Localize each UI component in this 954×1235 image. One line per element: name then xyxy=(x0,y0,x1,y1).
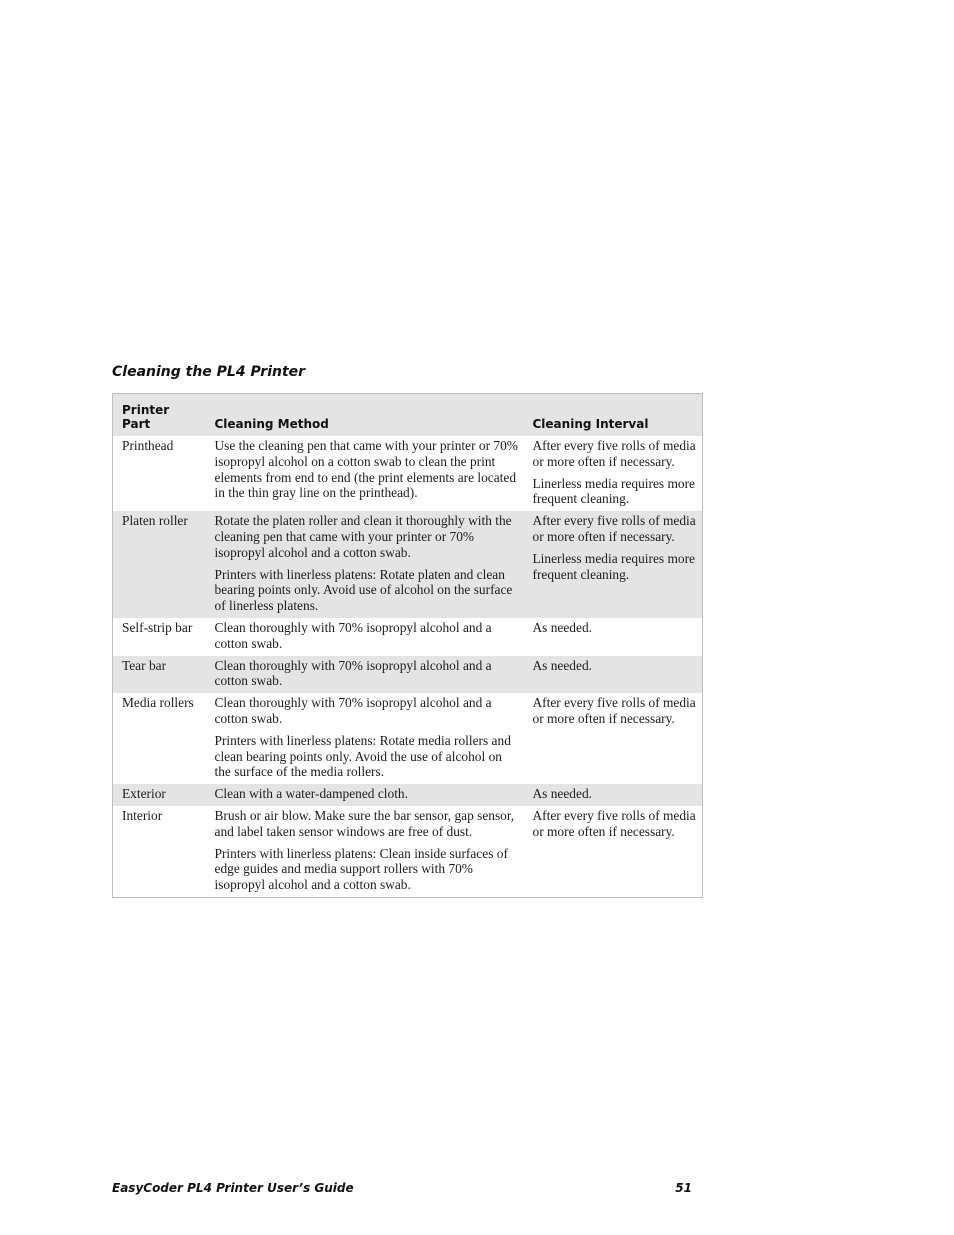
interval-text: As needed. xyxy=(532,619,592,635)
interval-text: After every five rolls of media or more often if necessary. xyxy=(532,438,696,469)
header-cleaning-interval: Cleaning Interval xyxy=(524,394,703,437)
cell-part: Exterior xyxy=(113,784,206,806)
interval-text: Linerless media requires more frequent cleaning. xyxy=(532,550,695,582)
cell-part: Printhead xyxy=(122,438,174,453)
cell-interval xyxy=(524,806,703,897)
interval-text: As needed. xyxy=(532,786,592,802)
interval-text: After every five rolls of media or more often if necessary. xyxy=(532,695,696,726)
header-cleaning-method: Cleaning Method xyxy=(206,394,524,437)
footer-page-number: 51 xyxy=(675,1181,692,1195)
cell-part: Platen roller xyxy=(113,511,206,618)
method-text: Clean with a water-dampened cloth. xyxy=(214,786,408,802)
table-header-row xyxy=(113,394,703,437)
section-title: Cleaning the PL4 Printer xyxy=(112,364,306,380)
cell-part: Tear bar xyxy=(113,656,206,694)
cell-part: Self-strip bar xyxy=(122,619,193,635)
method-text: Printers with linerless platens: Clean inside surfaces of edge guides and media support rollers with 70% isopropyl alcohol and a cotton swab. xyxy=(214,845,508,893)
table-row xyxy=(113,784,703,806)
cell-method xyxy=(206,693,524,784)
method-text: Brush or air blow. Make sure the bar sensor, gap sensor, and label taken sensor windows are free of dust. xyxy=(214,807,515,839)
footer-guide-title: EasyCoder PL4 Printer User’s Guide xyxy=(112,1181,354,1195)
cell-interval xyxy=(524,436,703,511)
method-text: Printers with linerless platens: Rotate media rollers and clean bearing points only. Avoid the use of alcohol on the surface of the media rollers. xyxy=(214,732,511,780)
table-row xyxy=(113,806,703,897)
interval-text: After every five rolls of media or more often if necessary. xyxy=(532,513,696,544)
method-text: Use the cleaning pen that came with your printer or 70% isopropyl alcohol on a cotton swab to clean the print elements from end to end (the print elements are located in the thin gray line on the printhead). xyxy=(214,438,518,501)
method-text: Clean thoroughly with 70% isopropyl alcohol and a cotton swab. xyxy=(214,695,492,726)
cell-interval xyxy=(524,511,703,618)
method-text: Printers with linerless platens: Rotate platen and clean bearing points only. Avoid use of alcohol on the surface of linerless platens. xyxy=(214,566,513,614)
table-row xyxy=(113,656,703,694)
cell-method xyxy=(206,656,524,694)
cell-part: Media rollers xyxy=(122,695,194,711)
table-row xyxy=(113,618,703,656)
method-text: Clean thoroughly with 70% isopropyl alcohol and a cotton swab. xyxy=(214,657,492,689)
method-text: Rotate the platen roller and clean it thoroughly with the cleaning pen that came with your printer or 70% isopropyl alcohol and a cotton swab. xyxy=(214,513,512,560)
cell-method xyxy=(206,618,524,656)
cell-method xyxy=(206,511,524,618)
table-row xyxy=(113,693,703,784)
interval-text: Linerless media requires more frequent cleaning. xyxy=(532,475,695,507)
cell-interval xyxy=(524,693,703,784)
cleaning-table xyxy=(112,393,703,898)
table-header xyxy=(113,394,703,437)
interval-text: After every five rolls of media or more often if necessary. xyxy=(532,807,696,839)
cell-interval xyxy=(524,618,703,656)
interval-text: As needed. xyxy=(532,657,592,673)
table-body xyxy=(113,436,703,897)
table-row xyxy=(113,436,703,511)
cell-interval xyxy=(524,656,703,694)
cell-method xyxy=(206,436,524,511)
method-text: Clean thoroughly with 70% isopropyl alcohol and a cotton swab. xyxy=(214,619,492,651)
cell-part: Interior xyxy=(122,807,163,823)
cell-method xyxy=(206,784,524,806)
table-row xyxy=(113,511,703,618)
cell-method xyxy=(206,806,524,897)
header-printer-part: Printer Part xyxy=(113,394,206,437)
cell-interval xyxy=(524,784,703,806)
